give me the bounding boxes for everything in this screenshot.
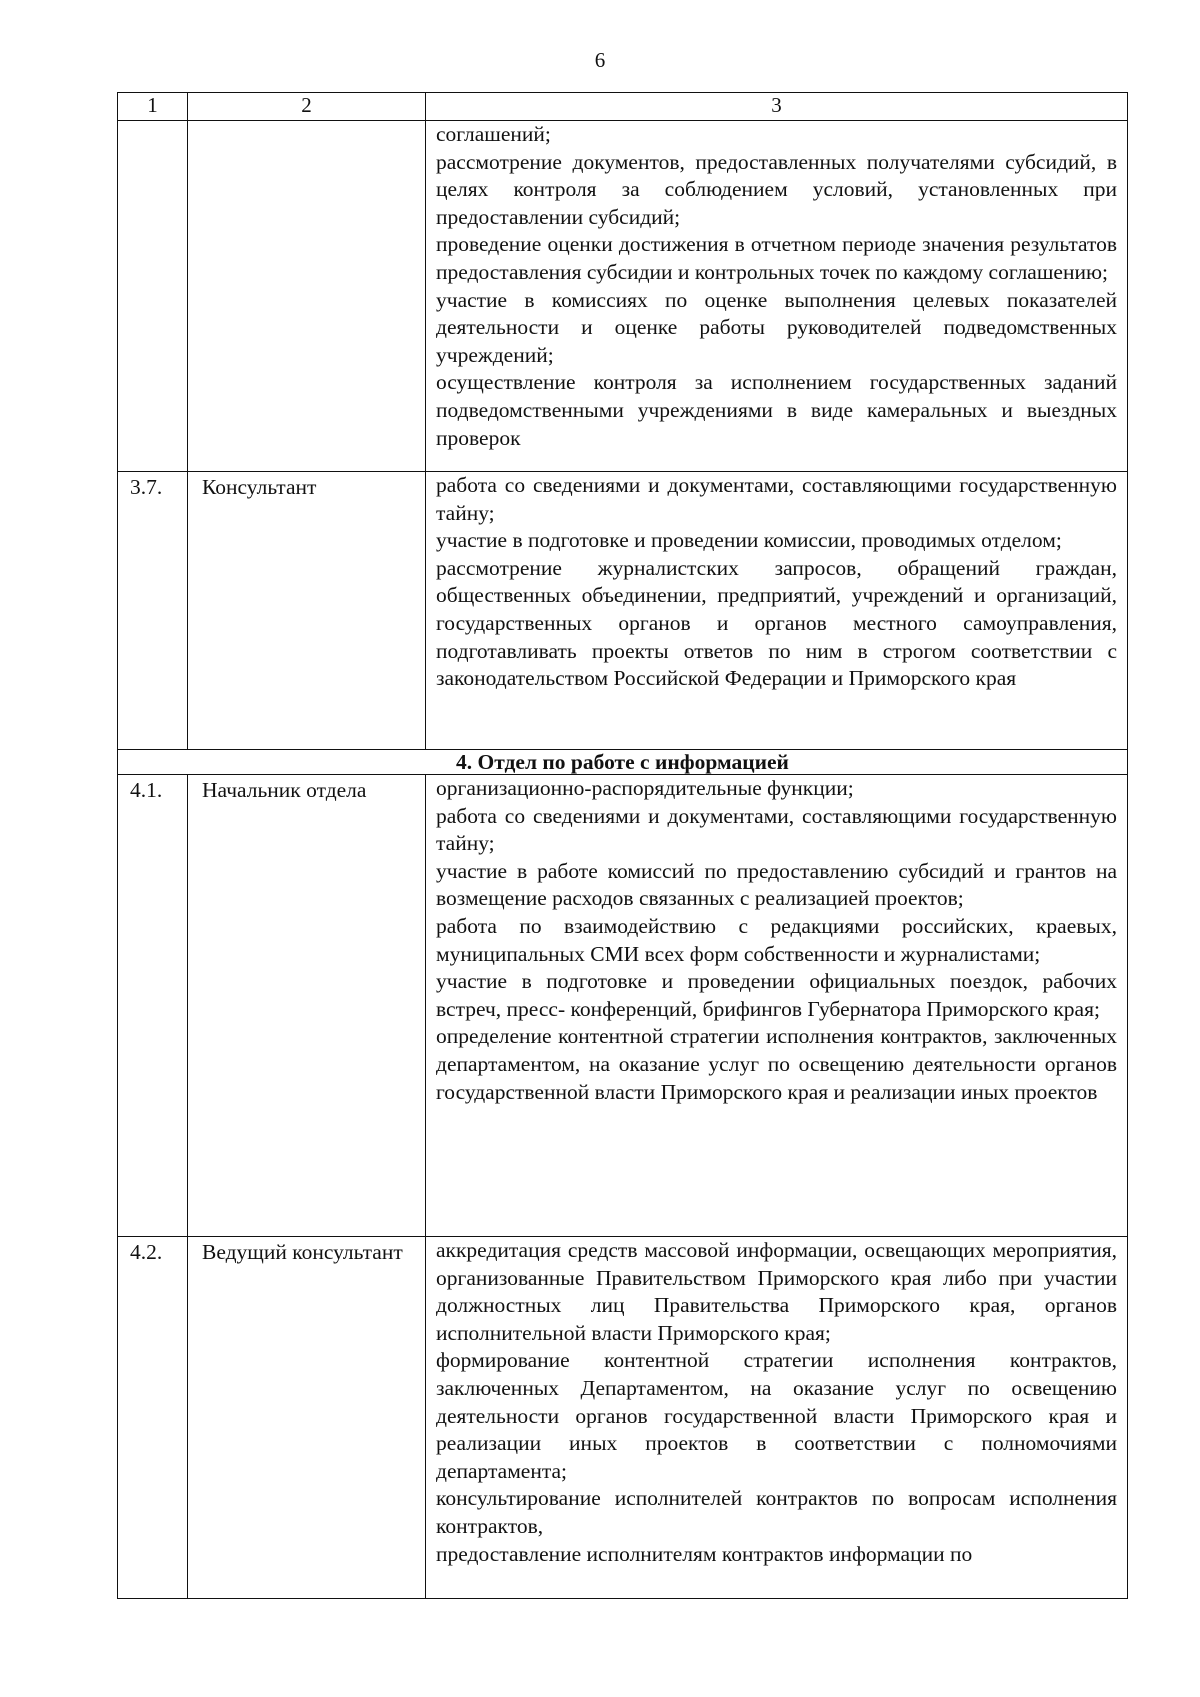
duty-item: участие в комиссиях по оценке выполнения целевых показателей деятельности и оценке работы руководителей подведомственных учреждений; — [436, 287, 1117, 367]
page-number: 6 — [594, 48, 606, 72]
table-row — [118, 1237, 1128, 1599]
table-row — [118, 121, 1128, 472]
table-row — [118, 472, 1128, 750]
position-title: Ведущий консультант — [188, 1237, 426, 1599]
position-title: Начальник отдела — [188, 775, 426, 1237]
duties-cell — [426, 1237, 1128, 1599]
duty-item: предоставление исполнителям контрактов информации по — [436, 1541, 973, 1566]
duty-item: соглашений; — [436, 122, 551, 146]
duties-cell — [426, 775, 1128, 1237]
duty-item: рассмотрение журналистских запросов, обращений граждан, общественных объединении, предприятий, учреждений и организаций, государственных органов и органов местного самоуправления, подготавливать проекты ответов по ним в строгом соответствии с законодательством Российской Федерации и Приморского края — [436, 555, 1117, 691]
row-number: 3.7. — [118, 472, 188, 750]
duty-item: формирование контентной стратегии исполнения контрактов, заключенных Департаментом, на оказание услуг по освещению деятельности органов государственной власти Приморского края и реализации иных проектов в соответствии с полномочиями департамента; — [436, 1348, 1117, 1483]
duty-item: участие в подготовке и проведении официальных поездок, рабочих встреч, пресс- конференций, брифингов Губернатора Приморского края; — [436, 969, 1117, 1021]
duty-item: определение контентной стратегии исполнения контрактов, заключенных департаментом, на оказание услуг по освещению деятельности органов государственной власти Приморского края и реализации иных проектов — [436, 1024, 1117, 1104]
row-number: 4.1. — [118, 775, 188, 1237]
column-header: 1 — [118, 93, 188, 121]
duty-item: консультирование исполнителей контрактов по вопросам исполнения контрактов, — [436, 1486, 1117, 1538]
position-title — [188, 121, 426, 472]
duty-item: работа со сведениями и документами, составляющими государственную тайну; — [436, 803, 1117, 856]
duty-item: проведение оценки достижения в отчетном периоде значения результатов предоставления субсидии и контрольных точек по каждому соглашению; — [436, 232, 1117, 284]
duty-item: участие в подготовке и проведении комиссии, проводимых отделом; — [436, 528, 1062, 553]
position-title: Консультант — [188, 472, 426, 750]
duty-item: рассмотрение документов, предоставленных получателями субсидий, в целях контроля за соблюдением условий, установленных при предоставлении субсидий; — [436, 149, 1117, 229]
column-header: 3 — [426, 93, 1128, 121]
duties-table — [117, 92, 1128, 1599]
row-number — [118, 121, 188, 472]
section-title: 4. Отдел по работе с информацией — [118, 750, 1128, 775]
column-header: 2 — [188, 93, 426, 121]
duty-item: аккредитация средств массовой информации, освещающих мероприятия, организованные Правительством Приморского края либо при участии должностных лиц Правительства Приморского края, органов исполнительной власти Приморского края; — [436, 1238, 1117, 1345]
table-header-row — [118, 93, 1128, 121]
duty-item: организационно-распорядительные функции; — [436, 776, 854, 800]
duty-item: работа со сведениями и документами, составляющими государственную тайну; — [436, 473, 1117, 525]
duties-cell — [426, 472, 1128, 750]
duty-item: работа по взаимодействию с редакциями российских, краевых, муниципальных СМИ всех форм собственности и журналистами; — [436, 913, 1117, 966]
duty-item: участие в работе комиссий по предоставлению субсидий и грантов на возмещение расходов связанных с реализацией проектов; — [436, 858, 1117, 911]
table-row — [118, 775, 1128, 1237]
section-row — [118, 750, 1128, 775]
row-number: 4.2. — [118, 1237, 188, 1599]
duty-item: осуществление контроля за исполнением государственных заданий подведомственными учреждениями в виде камеральных и выездных проверок — [436, 370, 1117, 450]
duties-cell — [426, 121, 1128, 472]
